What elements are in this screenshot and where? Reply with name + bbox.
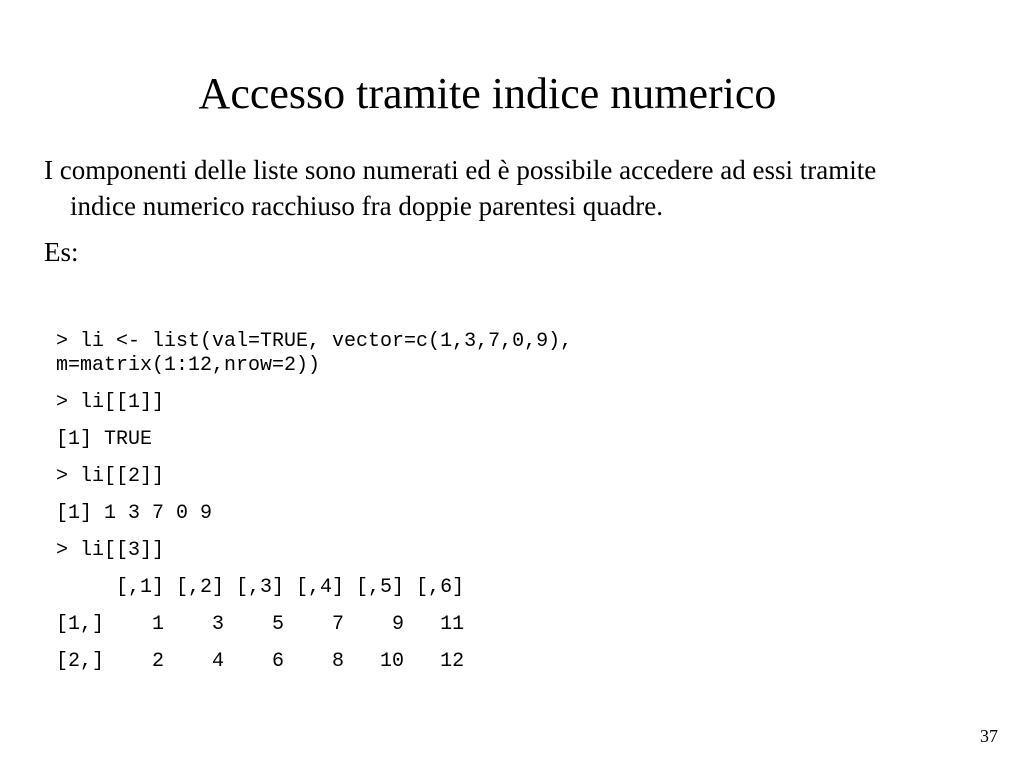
- code-line-access-first: > li[[1]]: [56, 391, 165, 414]
- code-line-list-definition-1: > li <- list(val=TRUE, vector=c(1,3,7,0,9),: [56, 330, 573, 353]
- page-number: 37: [980, 726, 998, 746]
- example-label: Es:: [44, 237, 79, 267]
- r-code-example: [56, 330, 776, 687]
- matrix-row-1: [1,] 1 3 5 7 9 11: [56, 613, 465, 636]
- code-line-access-second: > li[[2]]: [56, 465, 165, 488]
- code-line-access-third: > li[[3]]: [56, 539, 165, 562]
- code-line-list-definition-2: m=matrix(1:12,nrow=2)): [56, 354, 321, 377]
- code-output-first: [1] TRUE: [56, 428, 153, 451]
- description-paragraph: I componenti delle liste sono numerati ed è possibile accedere ad essi tramite indice numerico racchiuso fra doppie parentesi quadre.: [44, 155, 877, 221]
- matrix-row-2: [2,] 2 4 6 8 10 12: [56, 650, 465, 673]
- code-output-second: [1] 1 3 7 0 9: [56, 502, 213, 525]
- slide-title: Accesso tramite indice numerico: [198, 69, 777, 118]
- matrix-header: [,1] [,2] [,3] [,4] [,5] [,6]: [56, 576, 465, 599]
- slide-body: [44, 152, 924, 270]
